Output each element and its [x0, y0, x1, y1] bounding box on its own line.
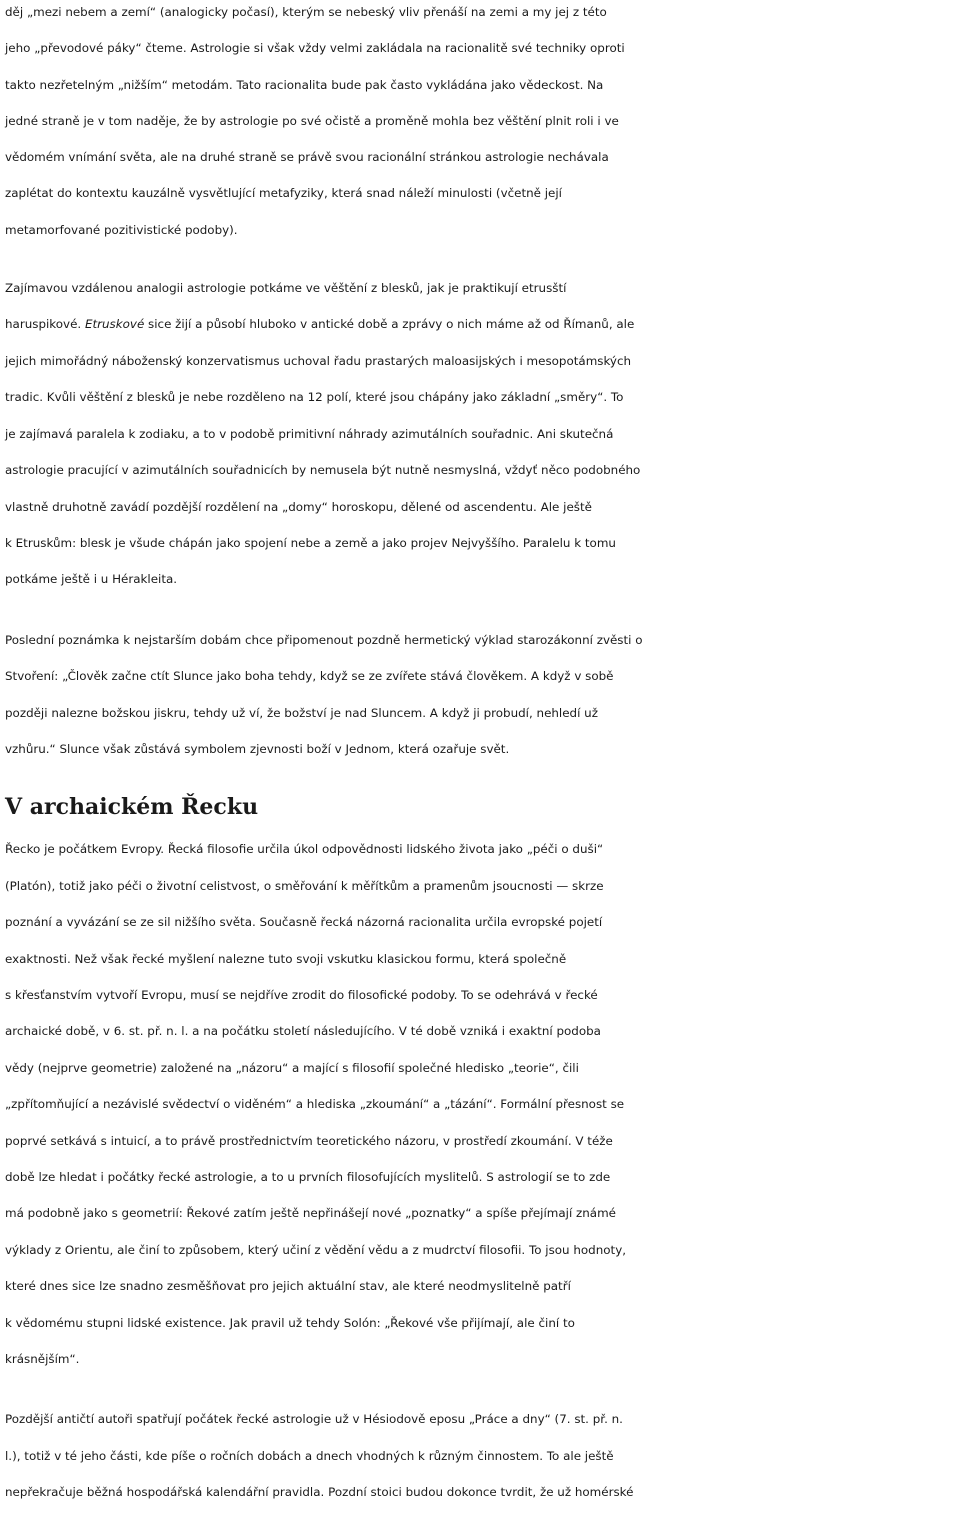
- text-line: jeho „převodové páky“ čteme. Astrologie si však vždy velmi zakládala na racionalitě své techniky oproti: [5, 41, 625, 56]
- text-line: vědy (nejprve geometrie) založené na „názoru“ a mající s filosofií společné hledisko „teorie“, čili: [5, 1060, 579, 1075]
- text-line: metamorfované pozitivistické podoby).: [5, 222, 238, 237]
- text-line: „zpřítomňující a nezávislé svědectví o viděném“ a hlediska „zkoumání“ a „tázání“. Formální přesnost se: [5, 1097, 625, 1112]
- text-line: době lze hledat i počátky řecké astrologie, a to u prvních filosofujících myslitelů. S astrologií se to zde: [5, 1170, 611, 1185]
- section-heading: V archaickém Řecku: [5, 794, 259, 821]
- text-line: l.), totiž v té jeho části, kde píše o ročních dobách a dnech vhodných k různým činnostem. To ale ještě: [5, 1448, 614, 1463]
- text-line: takto nezřetelným „nižším“ metodám. Tato racionalita bude pak často vykládána jako vědeckost. Na: [5, 77, 604, 92]
- text-line: nepřekračuje běžná hospodářská kalendářní pravidla. Pozdní stoici budou dokonce tvrdit, že už homérské: [5, 1485, 634, 1500]
- text-line: [5, 306, 960, 342]
- text-line: tradic. Kvůli věštění z blesků je nebe rozděleno na 12 polí, které jsou chápány jako základní „směry“. To: [5, 390, 624, 405]
- text-line: Pozdější antičtí autoři spatřují počátek řecké astrologie už v Hésiodově eposu „Práce a dny“ (7. st. př. n.: [5, 1412, 623, 1427]
- text-line: poznání a vyvázání se ze sil nižšího světa. Současně řecká názorná racionalita určila evropské pojetí: [5, 915, 603, 930]
- text-line: vzhůru.“ Slunce však zůstává symbolem zjevnosti boží v Jednom, která ozařuje svět.: [5, 741, 510, 756]
- paragraph-greece: [5, 831, 960, 1377]
- italic-term-etruskove: Etruskové: [84, 317, 145, 332]
- text-line: vědomém vnímání světa, ale na druhé straně se právě svou racionální stránkou astrologie nechávala: [5, 150, 609, 165]
- text-line: poprvé setkává s intuicí, a to právě prostřednictvím teoretického názoru, v prostředí zkoumání. V téže: [5, 1133, 613, 1148]
- paragraph-etruscans: [5, 270, 960, 598]
- text-line: Poslední poznámka k nejstarším dobám chce připomenout pozdně hermetický výklad starozákonní zvěsti o: [5, 632, 643, 647]
- text-line: je zajímavá paralela k zodiaku, a to v podobě primitivní náhrady azimutálních souřadnic. Ani skutečná: [5, 426, 614, 441]
- text-line: vlastně druhotně zavádí pozdější rozdělení na „domy“ horoskopu, dělené od ascendentu. Ale ještě: [5, 499, 592, 514]
- text-line: děj „mezi nebem a zemí“ (analogicky počasí), kterým se nebeský vliv přenáší na zemi a my jej z této: [5, 5, 607, 19]
- document-page: [5, 0, 960, 1511]
- text-line: astrologie pracující v azimutálních souřadnicích by nemusela být nutně nesmyslná, vždyť něco podobného: [5, 463, 641, 478]
- text-fragment: sice žijí a působí hluboko v antické době a zprávy o nich máme až od Římanů, ale: [148, 317, 635, 332]
- text-line: k Etruskům: blesk je všude chápán jako spojení nebe a země a jako projev Nejvyššího. Paralelu k tomu: [5, 535, 616, 550]
- paragraph-hermetic: [5, 622, 960, 768]
- text-line: Řecko je počátkem Evropy. Řecká filosofie určila úkol odpovědnosti lidského života jako „péči o duši“: [5, 842, 604, 857]
- paragraph-hesiod: [5, 1401, 960, 1510]
- text-line: k vědomému stupni lidské existence. Jak pravil už tehdy Solón: „Řekové vše přijímají, ale činí to: [5, 1315, 575, 1330]
- text-line: jejich mimořádný náboženský konzervatismus uchoval řadu prastarých maloasijských i mesopotámských: [5, 353, 632, 368]
- text-line: s křesťanstvím vytvoří Evropu, musí se nejdříve zrodit do filosofické podoby. To se odehrává v řecké: [5, 987, 598, 1002]
- text-line: Zajímavou vzdálenou analogii astrologie potkáme ve věštění z blesků, jak je praktikují etrusští: [5, 281, 567, 296]
- paragraph-intro: [5, 0, 960, 248]
- text-line: exaktnosti. Než však řecké myšlení nalezne tuto svoji vskutku klasickou formu, která společně: [5, 951, 567, 966]
- text-line: potkáme ještě i u Hérakleita.: [5, 572, 178, 587]
- text-line: jedné straně je v tom naděje, že by astrologie po své očistě a proměně mohla bez věštění plnit roli i ve: [5, 113, 619, 128]
- text-line: krásnějším“.: [5, 1352, 80, 1367]
- text-line: zaplétat do kontextu kauzálně vysvětlující metafyziky, která snad náleží minulosti (včetně její: [5, 186, 562, 201]
- text-line: později nalezne božskou jiskru, tehdy už ví, že božství je nad Sluncem. A když ji probudí, nehledí už: [5, 705, 598, 720]
- text-line: Stvoření: „Člověk začne ctít Slunce jako boha tehdy, když se ze zvířete stává člověkem. A když v sobě: [5, 669, 614, 684]
- text-fragment: haruspikové.: [5, 317, 82, 332]
- text-line: které dnes sice lze snadno zesměšňovat pro jejich aktuální stav, ale které neodmyslitelně patří: [5, 1279, 571, 1294]
- text-line: (Platón), totiž jako péči o životní celistvost, o směřování k měřítkům a pramenům jsoucnosti — skrze: [5, 878, 604, 893]
- text-line: archaické době, v 6. st. př. n. l. a na počátku století následujícího. V té době vzniká i exaktní podoba: [5, 1024, 601, 1039]
- text-line: výklady z Orientu, ale činí to způsobem, který učiní z vědění vědu a z mudrctví filosofii. To jsou hodnoty,: [5, 1242, 627, 1257]
- text-line: má podobně jako s geometrií: Řekové zatím ještě nepřinášejí nové „poznatky“ a spíše přejímají známé: [5, 1206, 616, 1221]
